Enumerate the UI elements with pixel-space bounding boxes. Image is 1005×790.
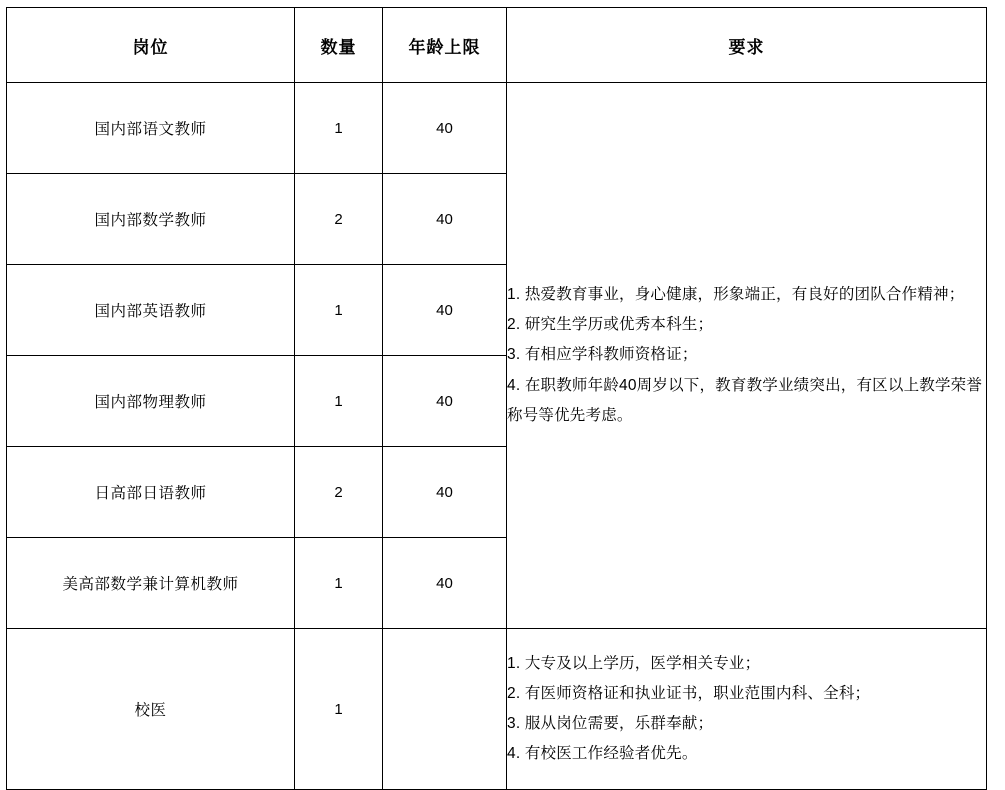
cell-requirements-doctor xyxy=(507,629,987,790)
requirement-line-4: 4. 有校医工作经验者优先。 xyxy=(507,745,698,763)
cell-post: 日高部日语教师 xyxy=(7,447,295,538)
cell-post: 美高部数学兼计算机教师 xyxy=(7,538,295,629)
cell-count: 2 xyxy=(295,447,383,538)
requirement-line-1: 1. 大专及以上学历，医学相关专业； xyxy=(507,654,761,672)
requirement-line-3: 3. 服从岗位需要，乐群奉献； xyxy=(507,715,714,732)
requirement-line-2: 2. 研究生学历或优秀本科生； xyxy=(507,316,714,334)
cell-age-limit: 40 xyxy=(383,538,507,629)
cell-post: 国内部英语教师 xyxy=(7,265,295,356)
table-row xyxy=(7,83,987,174)
cell-count: 1 xyxy=(295,83,383,174)
cell-post: 国内部物理教师 xyxy=(7,356,295,447)
cell-count: 1 xyxy=(295,538,383,629)
recruitment-table xyxy=(6,7,987,790)
requirement-line-4: 4. 在职教师年龄40周岁以下，教育教学业绩突出，有区以上教学荣誉称号等优先考虑。 xyxy=(507,376,983,424)
cell-requirements-teaching xyxy=(507,83,987,629)
requirement-line-1: 1. 热爱教育事业，身心健康，形象端正，有良好的团队合作精神； xyxy=(507,285,965,303)
column-header-requirements: 要求 xyxy=(507,8,987,83)
cell-count: 1 xyxy=(295,265,383,356)
requirement-line-2: 2. 有医师资格证和执业证书，职业范围内科、全科； xyxy=(507,684,871,702)
cell-count: 1 xyxy=(295,629,383,790)
cell-count: 1 xyxy=(295,356,383,447)
cell-age-limit: 40 xyxy=(383,174,507,265)
cell-age-limit: 40 xyxy=(383,83,507,174)
requirement-line-3: 3. 有相应学科教师资格证； xyxy=(507,346,698,364)
cell-age-limit: 40 xyxy=(383,265,507,356)
cell-age-limit: 40 xyxy=(383,356,507,447)
cell-age-limit xyxy=(383,629,507,790)
cell-post: 国内部数学教师 xyxy=(7,174,295,265)
cell-post: 国内部语文教师 xyxy=(7,83,295,174)
table-header-row xyxy=(7,8,987,83)
column-header-count: 数量 xyxy=(295,8,383,83)
table-row xyxy=(7,629,987,790)
column-header-age-limit: 年龄上限 xyxy=(383,8,507,83)
column-header-post: 岗位 xyxy=(7,8,295,83)
cell-age-limit: 40 xyxy=(383,447,507,538)
cell-post: 校医 xyxy=(7,629,295,790)
cell-count: 2 xyxy=(295,174,383,265)
